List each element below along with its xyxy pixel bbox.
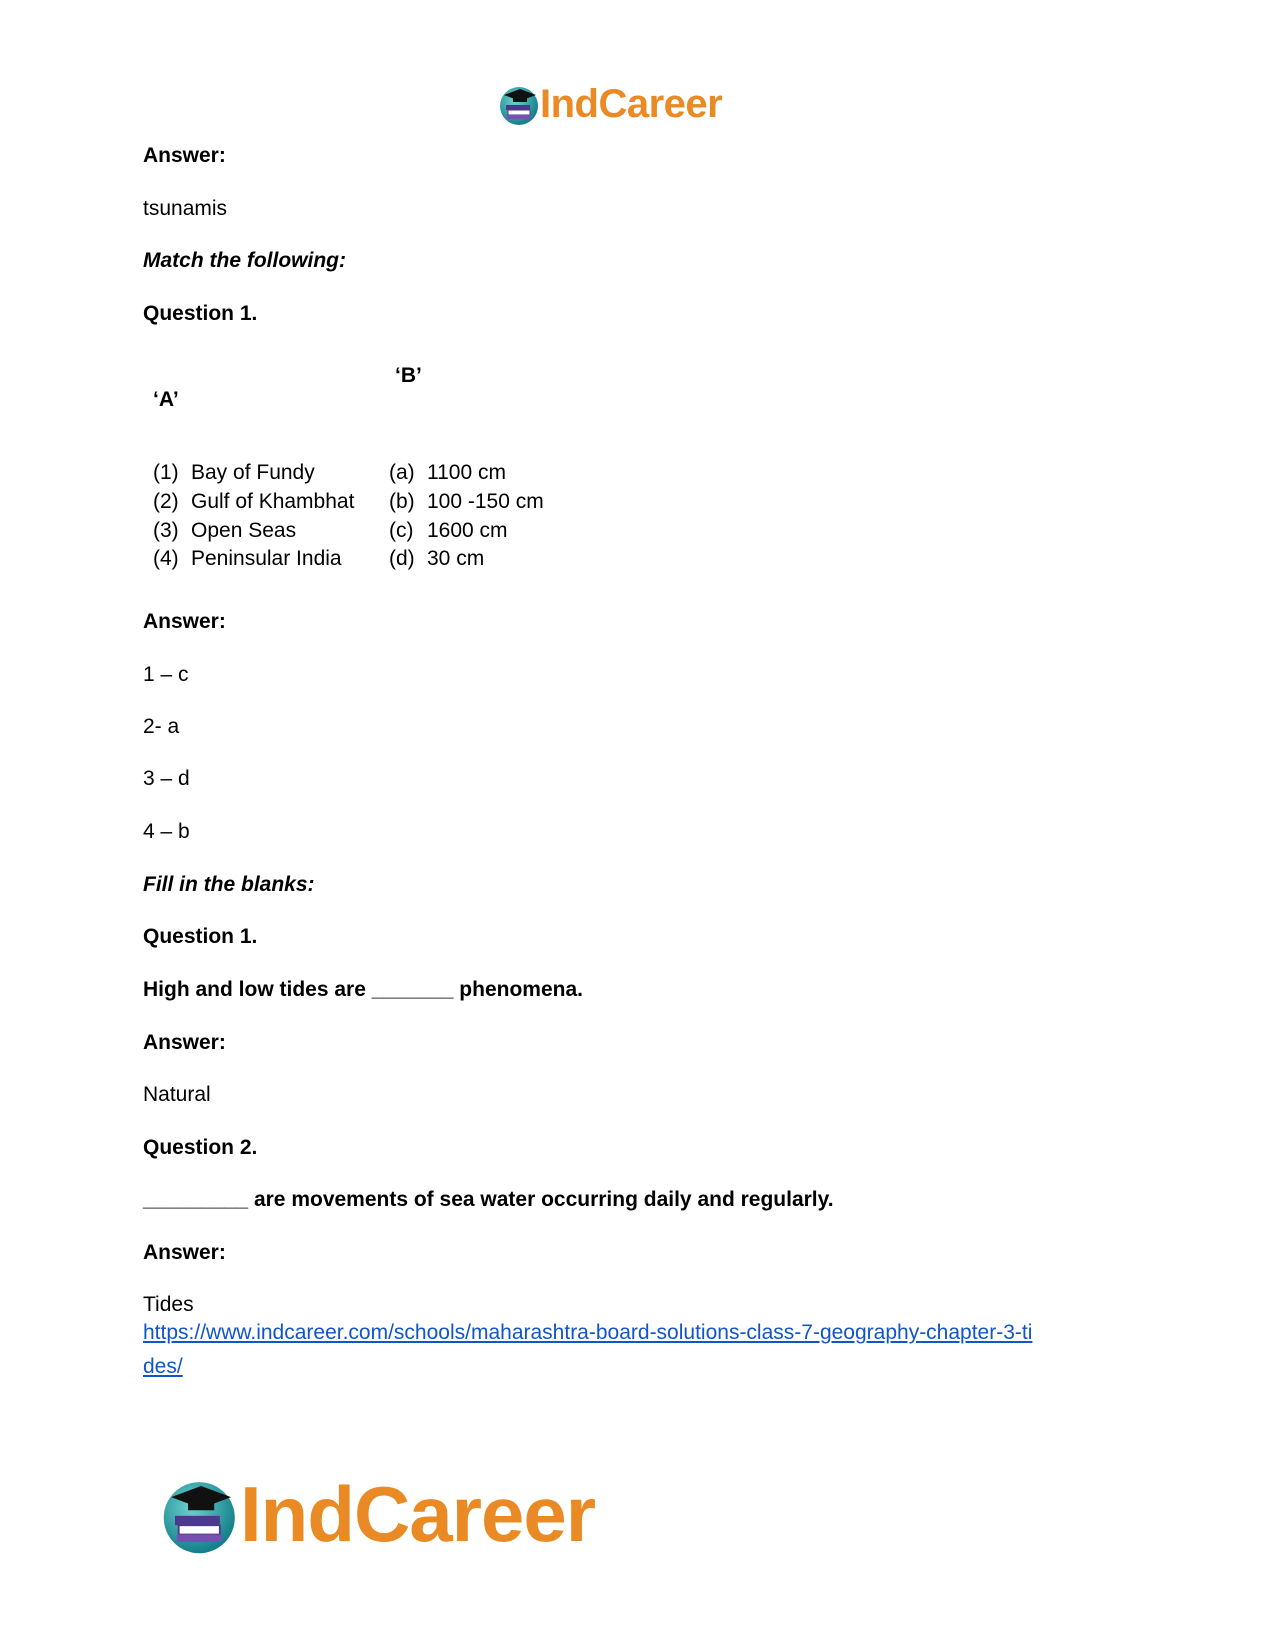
col-a-num-2: (2) bbox=[153, 490, 179, 513]
logo-wordmark: IndCareer bbox=[540, 82, 723, 126]
column-b-header: ‘B’ bbox=[395, 364, 422, 387]
col-a-item-4: Peninsular India bbox=[191, 547, 342, 570]
col-b-num-2: (b) bbox=[389, 490, 415, 513]
match-answer-3: 3 – d bbox=[143, 767, 190, 790]
source-link-line-2[interactable]: des/ bbox=[143, 1355, 183, 1378]
answer-text: Tides bbox=[143, 1293, 194, 1316]
question-text: High and low tides are _______ phenomena. bbox=[143, 978, 583, 1001]
section-heading-fill: Fill in the blanks: bbox=[143, 873, 315, 896]
col-b-item-1: 1100 cm bbox=[427, 461, 506, 484]
question-label: Question 1. bbox=[143, 925, 258, 948]
match-answer-2: 2- a bbox=[143, 715, 180, 738]
col-a-num-1: (1) bbox=[153, 461, 179, 484]
match-answer-4: 4 – b bbox=[143, 820, 190, 843]
answer-label: Answer: bbox=[143, 1031, 226, 1054]
col-b-num-4: (d) bbox=[389, 547, 415, 570]
answer-text: Natural bbox=[143, 1083, 211, 1106]
col-b-item-3: 1600 cm bbox=[427, 519, 508, 542]
answer-label: Answer: bbox=[143, 610, 226, 633]
section-heading-match: Match the following: bbox=[143, 249, 346, 272]
col-b-num-3: (c) bbox=[389, 519, 414, 542]
col-a-num-4: (4) bbox=[153, 547, 179, 570]
header-logo bbox=[498, 80, 722, 128]
question-label: Question 2. bbox=[143, 1136, 258, 1159]
answer-text: tsunamis bbox=[143, 197, 228, 220]
globe-books-icon bbox=[160, 1471, 246, 1557]
col-a-item-2: Gulf of Khambhat bbox=[191, 490, 355, 513]
question-text: _________ are movements of sea water occurring daily and regularly. bbox=[143, 1188, 834, 1211]
source-link-line-1[interactable]: https://www.indcareer.com/schools/maharashtra-board-solutions-class-7-geography-chapter-3-ti bbox=[143, 1321, 1033, 1344]
column-a-header: ‘A’ bbox=[153, 388, 179, 411]
col-a-item-3: Open Seas bbox=[191, 519, 297, 542]
col-b-item-4: 30 cm bbox=[427, 547, 485, 570]
answer-label: Answer: bbox=[143, 1241, 226, 1264]
footer-logo bbox=[160, 1468, 595, 1560]
match-answer-1: 1 – c bbox=[143, 663, 189, 686]
col-b-item-2: 100 -150 cm bbox=[427, 490, 544, 513]
question-label: Question 1. bbox=[143, 302, 258, 325]
answer-label: Answer: bbox=[143, 144, 226, 167]
logo-wordmark: IndCareer bbox=[240, 1470, 596, 1558]
col-a-num-3: (3) bbox=[153, 519, 179, 542]
globe-books-icon bbox=[498, 81, 544, 127]
col-b-num-1: (a) bbox=[389, 461, 415, 484]
col-a-item-1: Bay of Fundy bbox=[191, 461, 315, 484]
